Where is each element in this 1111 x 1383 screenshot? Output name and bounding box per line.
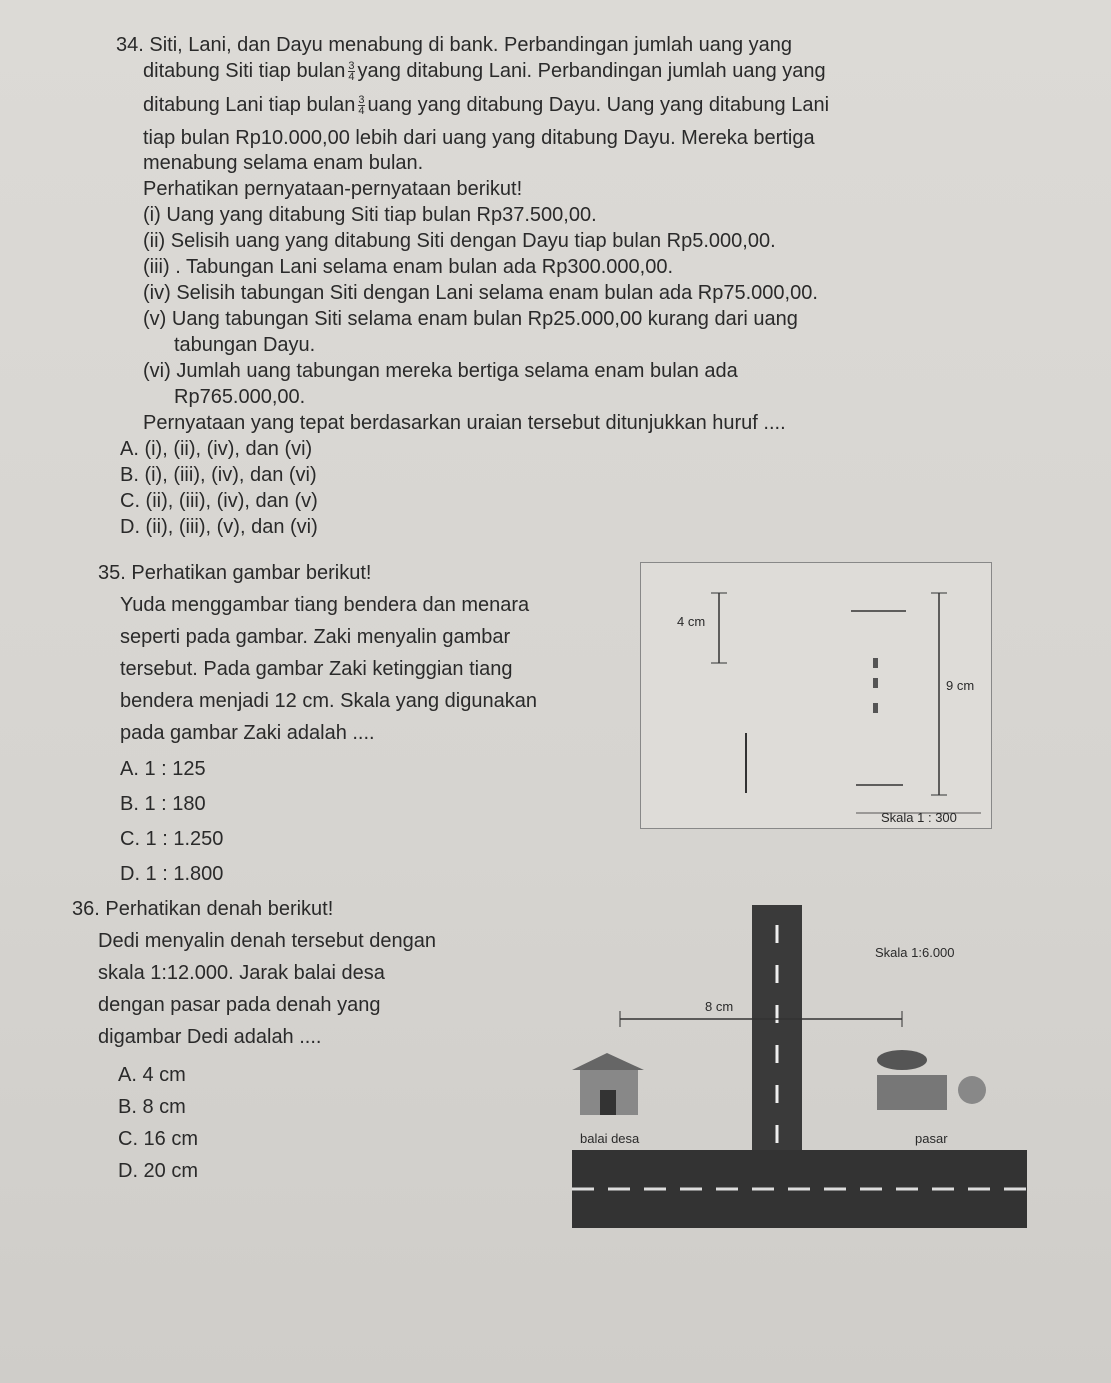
statement-v: (v) Uang tabungan Siti selama enam bulan Rp25.000,00 kurang dari uang — [143, 308, 798, 330]
pasar-umbrella — [877, 1050, 927, 1070]
horizontal-road — [572, 1150, 1027, 1228]
q35-line1: Yuda menggambar tiang bendera dan menara — [120, 594, 530, 616]
q34-prompt: Pernyataan yang tepat berdasarkan uraian tersebut ditunjukkan huruf .... — [143, 412, 786, 434]
map-drawing — [572, 1005, 1027, 1145]
q34-line4: tiap bulan Rp10.000,00 lebih dari uang yang ditabung Dayu. Mereka bertiga — [143, 127, 815, 149]
q35-line3: tersebut. Pada gambar Zaki ketinggian tiang — [120, 658, 513, 680]
figure-scale-label: Skala 1 : 300 — [881, 810, 957, 825]
statement-i: (i) Uang yang ditabung Siti tiap bulan Rp37.500,00. — [143, 204, 597, 226]
q35-option-c[interactable]: C. 1 : 1.250 — [120, 828, 224, 850]
q34-line2a: ditabung Siti tiap bulan — [143, 60, 346, 82]
pasar-label: pasar — [915, 1131, 948, 1146]
q35-option-a[interactable]: A. 1 : 125 — [120, 758, 206, 780]
statement-iii: (iii) . Tabungan Lani selama enam bulan ada Rp300.000,00. — [143, 256, 673, 278]
q35-line4: bendera menjadi 12 cm. Skala yang digunakan — [120, 690, 537, 712]
q35-line2: seperti pada gambar. Zaki menyalin gambar — [120, 626, 511, 648]
q35-line5: pada gambar Zaki adalah .... — [120, 722, 375, 744]
q36-option-a[interactable]: A. 4 cm — [118, 1064, 186, 1086]
statement-vi-cont: Rp765.000,00. — [174, 386, 306, 408]
balai-desa-label: balai desa — [580, 1131, 640, 1146]
tower-height-label: 9 cm — [946, 678, 975, 693]
q34-line5: menabung selama enam bulan. — [143, 152, 424, 174]
q34-option-c[interactable]: C. (ii), (iii), (iv), dan (v) — [120, 490, 318, 512]
q34-option-b[interactable]: B. (i), (iii), (iv), dan (vi) — [120, 464, 317, 486]
q36-option-d[interactable]: D. 20 cm — [118, 1160, 199, 1182]
pasar-stall — [877, 1075, 947, 1110]
q34-line3 — [143, 92, 829, 118]
q34-line1: 34. Siti, Lani, dan Dayu menabung di bank. Perbandingan jumlah uang yang — [116, 34, 793, 56]
tower-window — [873, 678, 878, 688]
q34-line2b: yang ditabung Lani. Perbandingan jumlah uang yang — [357, 60, 826, 82]
fraction — [348, 61, 354, 82]
q35-option-d[interactable]: D. 1 : 1.800 — [120, 863, 224, 885]
q36-option-c[interactable]: C. 16 cm — [118, 1128, 199, 1150]
statement-ii: (ii) Selisih uang yang ditabung Siti dengan Dayu tiap bulan Rp5.000,00. — [143, 230, 776, 252]
q34-line3b: uang yang ditabung Dayu. Uang yang ditabung Lani — [367, 94, 830, 116]
statement-v-cont: tabungan Dayu. — [174, 334, 316, 356]
fraction-denominator: 4 — [358, 105, 365, 118]
q36-line4: digambar Dedi adalah .... — [98, 1026, 322, 1048]
flagpole-tower-figure — [640, 562, 992, 829]
fraction — [358, 95, 364, 116]
pole-height-label: 4 cm — [677, 614, 706, 629]
q34-line2 — [143, 58, 826, 84]
q34-line6: Perhatikan pernyataan-pernyataan berikut! — [143, 178, 523, 200]
q36-line2: skala 1:12.000. Jarak balai desa — [98, 962, 385, 984]
q34-option-a[interactable]: A. (i), (ii), (iv), dan (vi) — [120, 438, 313, 460]
balai-roof — [572, 1053, 644, 1070]
road-dashes — [572, 1150, 1027, 1228]
statement-vi: (vi) Jumlah uang tabungan mereka bertiga selama enam bulan ada — [143, 360, 738, 382]
q36-line1: Dedi menyalin denah tersebut dengan — [98, 930, 437, 952]
tower-window — [873, 703, 878, 713]
q35-heading: 35. Perhatikan gambar berikut! — [98, 562, 372, 584]
pasar-goods — [958, 1076, 986, 1104]
fraction-numerator: 3 — [358, 94, 365, 107]
fraction-denominator: 4 — [348, 71, 355, 84]
q34-option-d[interactable]: D. (ii), (iii), (v), dan (vi) — [120, 516, 318, 538]
fraction-numerator: 3 — [348, 60, 355, 73]
distance-label: 8 cm — [705, 999, 734, 1014]
map-scale-label: Skala 1:6.000 — [875, 945, 955, 960]
q36-heading: 36. Perhatikan denah berikut! — [72, 898, 334, 920]
balai-door — [600, 1090, 616, 1115]
flagpole-tower-drawing — [641, 563, 991, 828]
q36-option-b[interactable]: B. 8 cm — [118, 1096, 186, 1118]
q35-option-b[interactable]: B. 1 : 180 — [120, 793, 206, 815]
q34-line3a: ditabung Lani tiap bulan — [143, 94, 356, 116]
q36-line3: dengan pasar pada denah yang — [98, 994, 381, 1016]
statement-iv: (iv) Selisih tabungan Siti dengan Lani selama enam bulan ada Rp75.000,00. — [143, 282, 818, 304]
tower-window — [873, 658, 878, 668]
